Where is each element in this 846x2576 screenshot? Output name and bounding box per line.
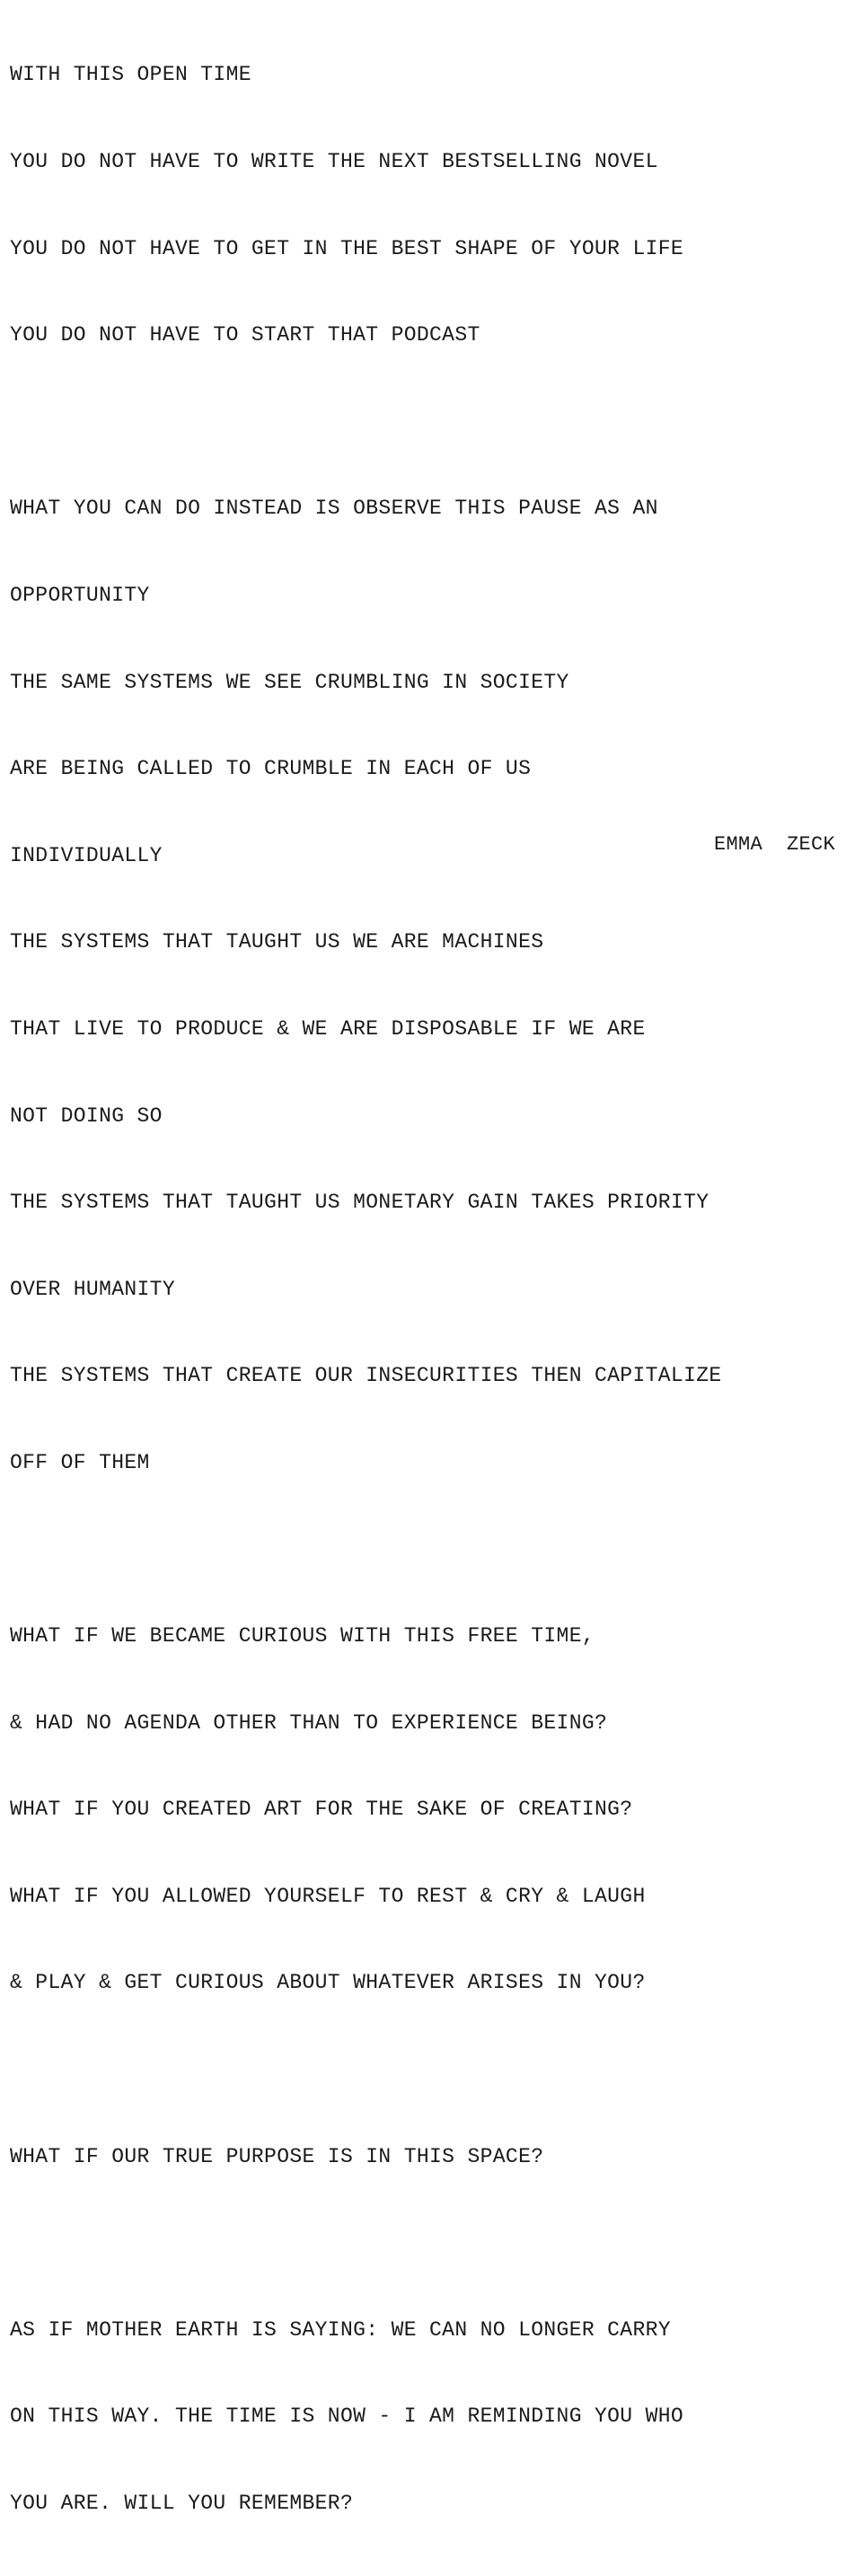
text-line: THE SAME SYSTEMS WE SEE CRUMBLING IN SOCIETY xyxy=(10,670,569,694)
text-line: ON THIS WAY. THE TIME IS NOW - I AM REMINDING YOU WHO xyxy=(10,2405,684,2429)
blank-line xyxy=(10,2055,722,2084)
text-line: AS IF MOTHER EARTH IS SAYING: WE CAN NO LONGER CARRY xyxy=(10,2317,671,2342)
poem-text xyxy=(10,3,722,2576)
text-line: & HAD NO AGENDA OTHER THAN TO EXPERIENCE BEING? xyxy=(10,1710,608,1735)
text-line: OVER HUMANITY xyxy=(10,1277,175,1301)
text-line: & PLAY & GET CURIOUS ABOUT WHATEVER ARISES IN YOU? xyxy=(10,1971,646,1995)
text-line: YOU ARE. WILL YOU REMEMBER? xyxy=(10,2492,354,2516)
blank-line xyxy=(10,2229,722,2257)
text-line: WHAT IF WE BECAME CURIOUS WITH THIS FREE TIME, xyxy=(10,1624,595,1648)
text-line: OFF OF THEM xyxy=(10,1450,150,1474)
blank-line xyxy=(10,408,722,436)
text-line: YOU DO NOT HAVE TO START THAT PODCAST xyxy=(10,323,480,347)
text-line: YOU DO NOT HAVE TO WRITE THE NEXT BESTSELLING NOVEL xyxy=(10,150,658,173)
text-line: THE SYSTEMS THAT TAUGHT US MONETARY GAIN TAKES PRIORITY xyxy=(10,1191,709,1215)
text-line: NOT DOING SO xyxy=(10,1103,163,1128)
text-line: THE SYSTEMS THAT TAUGHT US WE ARE MACHINES xyxy=(10,930,544,954)
text-line: THE SYSTEMS THAT CREATE OUR INSECURITIES THEN CAPITALIZE xyxy=(10,1364,722,1388)
text-line: WHAT YOU CAN DO INSTEAD IS OBSERVE THIS PAUSE AS AN xyxy=(10,497,658,521)
text-line: INDIVIDUALLY xyxy=(10,843,163,867)
text-line: THAT LIVE TO PRODUCE & WE ARE DISPOSABLE IF WE ARE xyxy=(10,1016,646,1041)
text-line: WHAT IF OUR TRUE PURPOSE IS IN THIS SPACE? xyxy=(10,2144,544,2168)
text-line: WHAT IF YOU ALLOWED YOURSELF TO REST & CRY & LAUGH xyxy=(10,1884,646,1908)
text-line: ARE BEING CALLED TO CRUMBLE IN EACH OF US xyxy=(10,757,532,781)
blank-line xyxy=(10,1535,722,1564)
text-line: WITH THIS OPEN TIME xyxy=(10,63,251,87)
text-line: WHAT IF YOU CREATED ART FOR THE SAKE OF CREATING? xyxy=(10,1798,633,1822)
text-line: OPPORTUNITY xyxy=(10,583,150,607)
author-signature: EMMA ZECK xyxy=(713,833,835,856)
text-line: YOU DO NOT HAVE TO GET IN THE BEST SHAPE OF YOUR LIFE xyxy=(10,236,684,260)
